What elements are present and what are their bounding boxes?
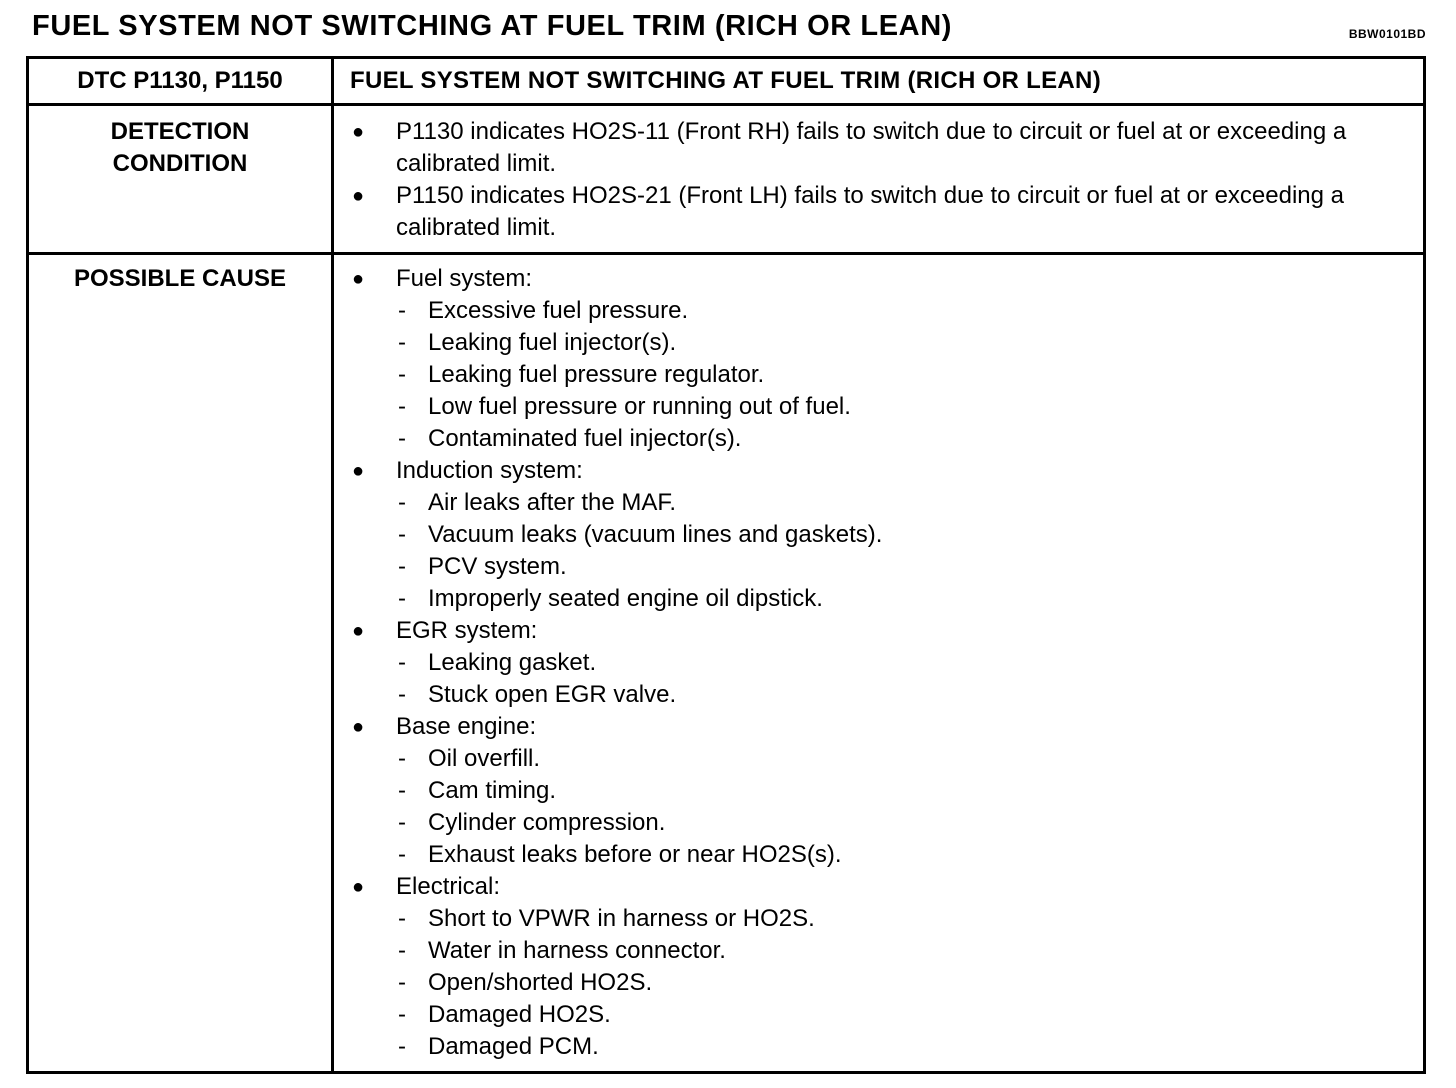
cause-item <box>396 359 1393 391</box>
dash-icon: - <box>398 1001 406 1028</box>
detection-label-line2: CONDITION <box>112 150 248 177</box>
dtc-description: FUEL SYSTEM NOT SWITCHING AT FUEL TRIM (RICH OR LEAN) <box>350 67 1101 94</box>
cause-group <box>350 263 1393 455</box>
cause-item <box>396 839 1393 871</box>
cause-group <box>350 455 1393 615</box>
cause-group-title: EGR system: <box>396 617 538 644</box>
cause-item-text: Excessive fuel pressure. <box>428 297 689 324</box>
header-row <box>28 58 1425 105</box>
cause-item <box>396 743 1393 775</box>
cause-item <box>396 1031 1393 1063</box>
dtc-description-cell <box>333 58 1425 105</box>
cause-item <box>396 967 1393 999</box>
cause-item <box>396 903 1393 935</box>
cause-item-text: Exhaust leaks before or near HO2S(s). <box>428 841 842 868</box>
cause-item-text: Short to VPWR in harness or HO2S. <box>428 905 815 932</box>
dtc-code-cell <box>28 58 333 105</box>
possible-cause-label-cell <box>28 254 333 1073</box>
cause-item <box>396 999 1393 1031</box>
cause-item-text: Contaminated fuel injector(s). <box>428 425 742 452</box>
cause-item-text: Leaking fuel pressure regulator. <box>428 361 765 388</box>
dash-icon: - <box>398 745 406 772</box>
dash-icon: - <box>398 809 406 836</box>
cause-group-title: Induction system: <box>396 457 583 484</box>
bullet-icon: ● <box>352 185 365 207</box>
cause-item <box>396 807 1393 839</box>
detection-item <box>350 116 1393 180</box>
cause-item-text: Leaking gasket. <box>428 649 597 676</box>
cause-item <box>396 391 1393 423</box>
bullet-icon: ● <box>352 876 365 898</box>
dash-icon: - <box>398 393 406 420</box>
dash-icon: - <box>398 553 406 580</box>
cause-item-list <box>396 743 1393 871</box>
bullet-icon: ● <box>352 268 365 290</box>
dash-icon: - <box>398 777 406 804</box>
detection-item-text: P1130 indicates HO2S-11 (Front RH) fails to switch due to circuit or fuel at or exceeding a calibrated limit. <box>396 118 1347 177</box>
cause-item <box>396 423 1393 455</box>
cause-group-list <box>334 263 1423 1063</box>
dash-icon: - <box>398 841 406 868</box>
bullet-icon: ● <box>352 620 365 642</box>
cause-item <box>396 583 1393 615</box>
cause-group-title: Electrical: <box>396 873 501 900</box>
cause-item <box>396 551 1393 583</box>
page-title: FUEL SYSTEM NOT SWITCHING AT FUEL TRIM (RICH OR LEAN) <box>32 10 953 42</box>
cause-item <box>396 679 1393 711</box>
cause-item-text: Oil overfill. <box>428 745 541 772</box>
cause-item-text: Improperly seated engine oil dipstick. <box>428 585 823 612</box>
dash-icon: - <box>398 489 406 516</box>
cause-item <box>396 487 1393 519</box>
cause-item-text: Damaged HO2S. <box>428 1001 611 1028</box>
cause-item <box>396 935 1393 967</box>
cause-group <box>350 871 1393 1063</box>
cause-item <box>396 295 1393 327</box>
cause-item-text: PCV system. <box>428 553 567 580</box>
detection-list <box>334 116 1423 244</box>
cause-item-text: Air leaks after the MAF. <box>428 489 677 516</box>
dash-icon: - <box>398 905 406 932</box>
cause-item-text: Water in harness connector. <box>428 937 726 964</box>
figure-code: BBW0101BD <box>1348 27 1426 41</box>
cause-group-title: Fuel system: <box>396 265 533 292</box>
cause-item-text: Vacuum leaks (vacuum lines and gaskets). <box>428 521 883 548</box>
dash-icon: - <box>398 937 406 964</box>
cause-group <box>350 711 1393 871</box>
dash-icon: - <box>398 361 406 388</box>
dtc-code: DTC P1130, P1150 <box>77 67 283 94</box>
detection-item <box>350 180 1393 244</box>
possible-cause-content-cell <box>333 254 1425 1073</box>
cause-item <box>396 647 1393 679</box>
dash-icon: - <box>398 521 406 548</box>
dash-icon: - <box>398 329 406 356</box>
detection-label-cell <box>28 105 333 254</box>
dash-icon: - <box>398 585 406 612</box>
bullet-icon: ● <box>352 121 365 143</box>
detection-label-line1: DETECTION <box>110 118 250 145</box>
cause-group <box>350 615 1393 711</box>
dash-icon: - <box>398 681 406 708</box>
cause-item-list <box>396 647 1393 711</box>
dtc-table <box>26 56 1426 1074</box>
detection-item-text: P1150 indicates HO2S-21 (Front LH) fails to switch due to circuit or fuel at or exceeding a calibrated limit. <box>396 182 1345 241</box>
cause-item-list <box>396 295 1393 455</box>
possible-cause-row <box>28 254 1425 1073</box>
cause-item-text: Damaged PCM. <box>428 1033 599 1060</box>
cause-item <box>396 519 1393 551</box>
cause-item-text: Open/shorted HO2S. <box>428 969 653 996</box>
cause-item-text: Cam timing. <box>428 777 557 804</box>
bullet-icon: ● <box>352 716 365 738</box>
dash-icon: - <box>398 425 406 452</box>
cause-item <box>396 775 1393 807</box>
dash-icon: - <box>398 969 406 996</box>
detection-content-cell <box>333 105 1425 254</box>
cause-item-list <box>396 903 1393 1063</box>
dash-icon: - <box>398 1033 406 1060</box>
dash-icon: - <box>398 649 406 676</box>
cause-item-text: Low fuel pressure or running out of fuel. <box>428 393 851 420</box>
cause-item <box>396 327 1393 359</box>
cause-item-text: Leaking fuel injector(s). <box>428 329 677 356</box>
cause-group-title: Base engine: <box>396 713 537 740</box>
cause-item-list <box>396 487 1393 615</box>
cause-item-text: Cylinder compression. <box>428 809 666 836</box>
possible-cause-label: POSSIBLE CAUSE <box>73 265 287 292</box>
cause-item-text: Stuck open EGR valve. <box>428 681 677 708</box>
bullet-icon: ● <box>352 460 365 482</box>
dash-icon: - <box>398 297 406 324</box>
detection-row <box>28 105 1425 254</box>
